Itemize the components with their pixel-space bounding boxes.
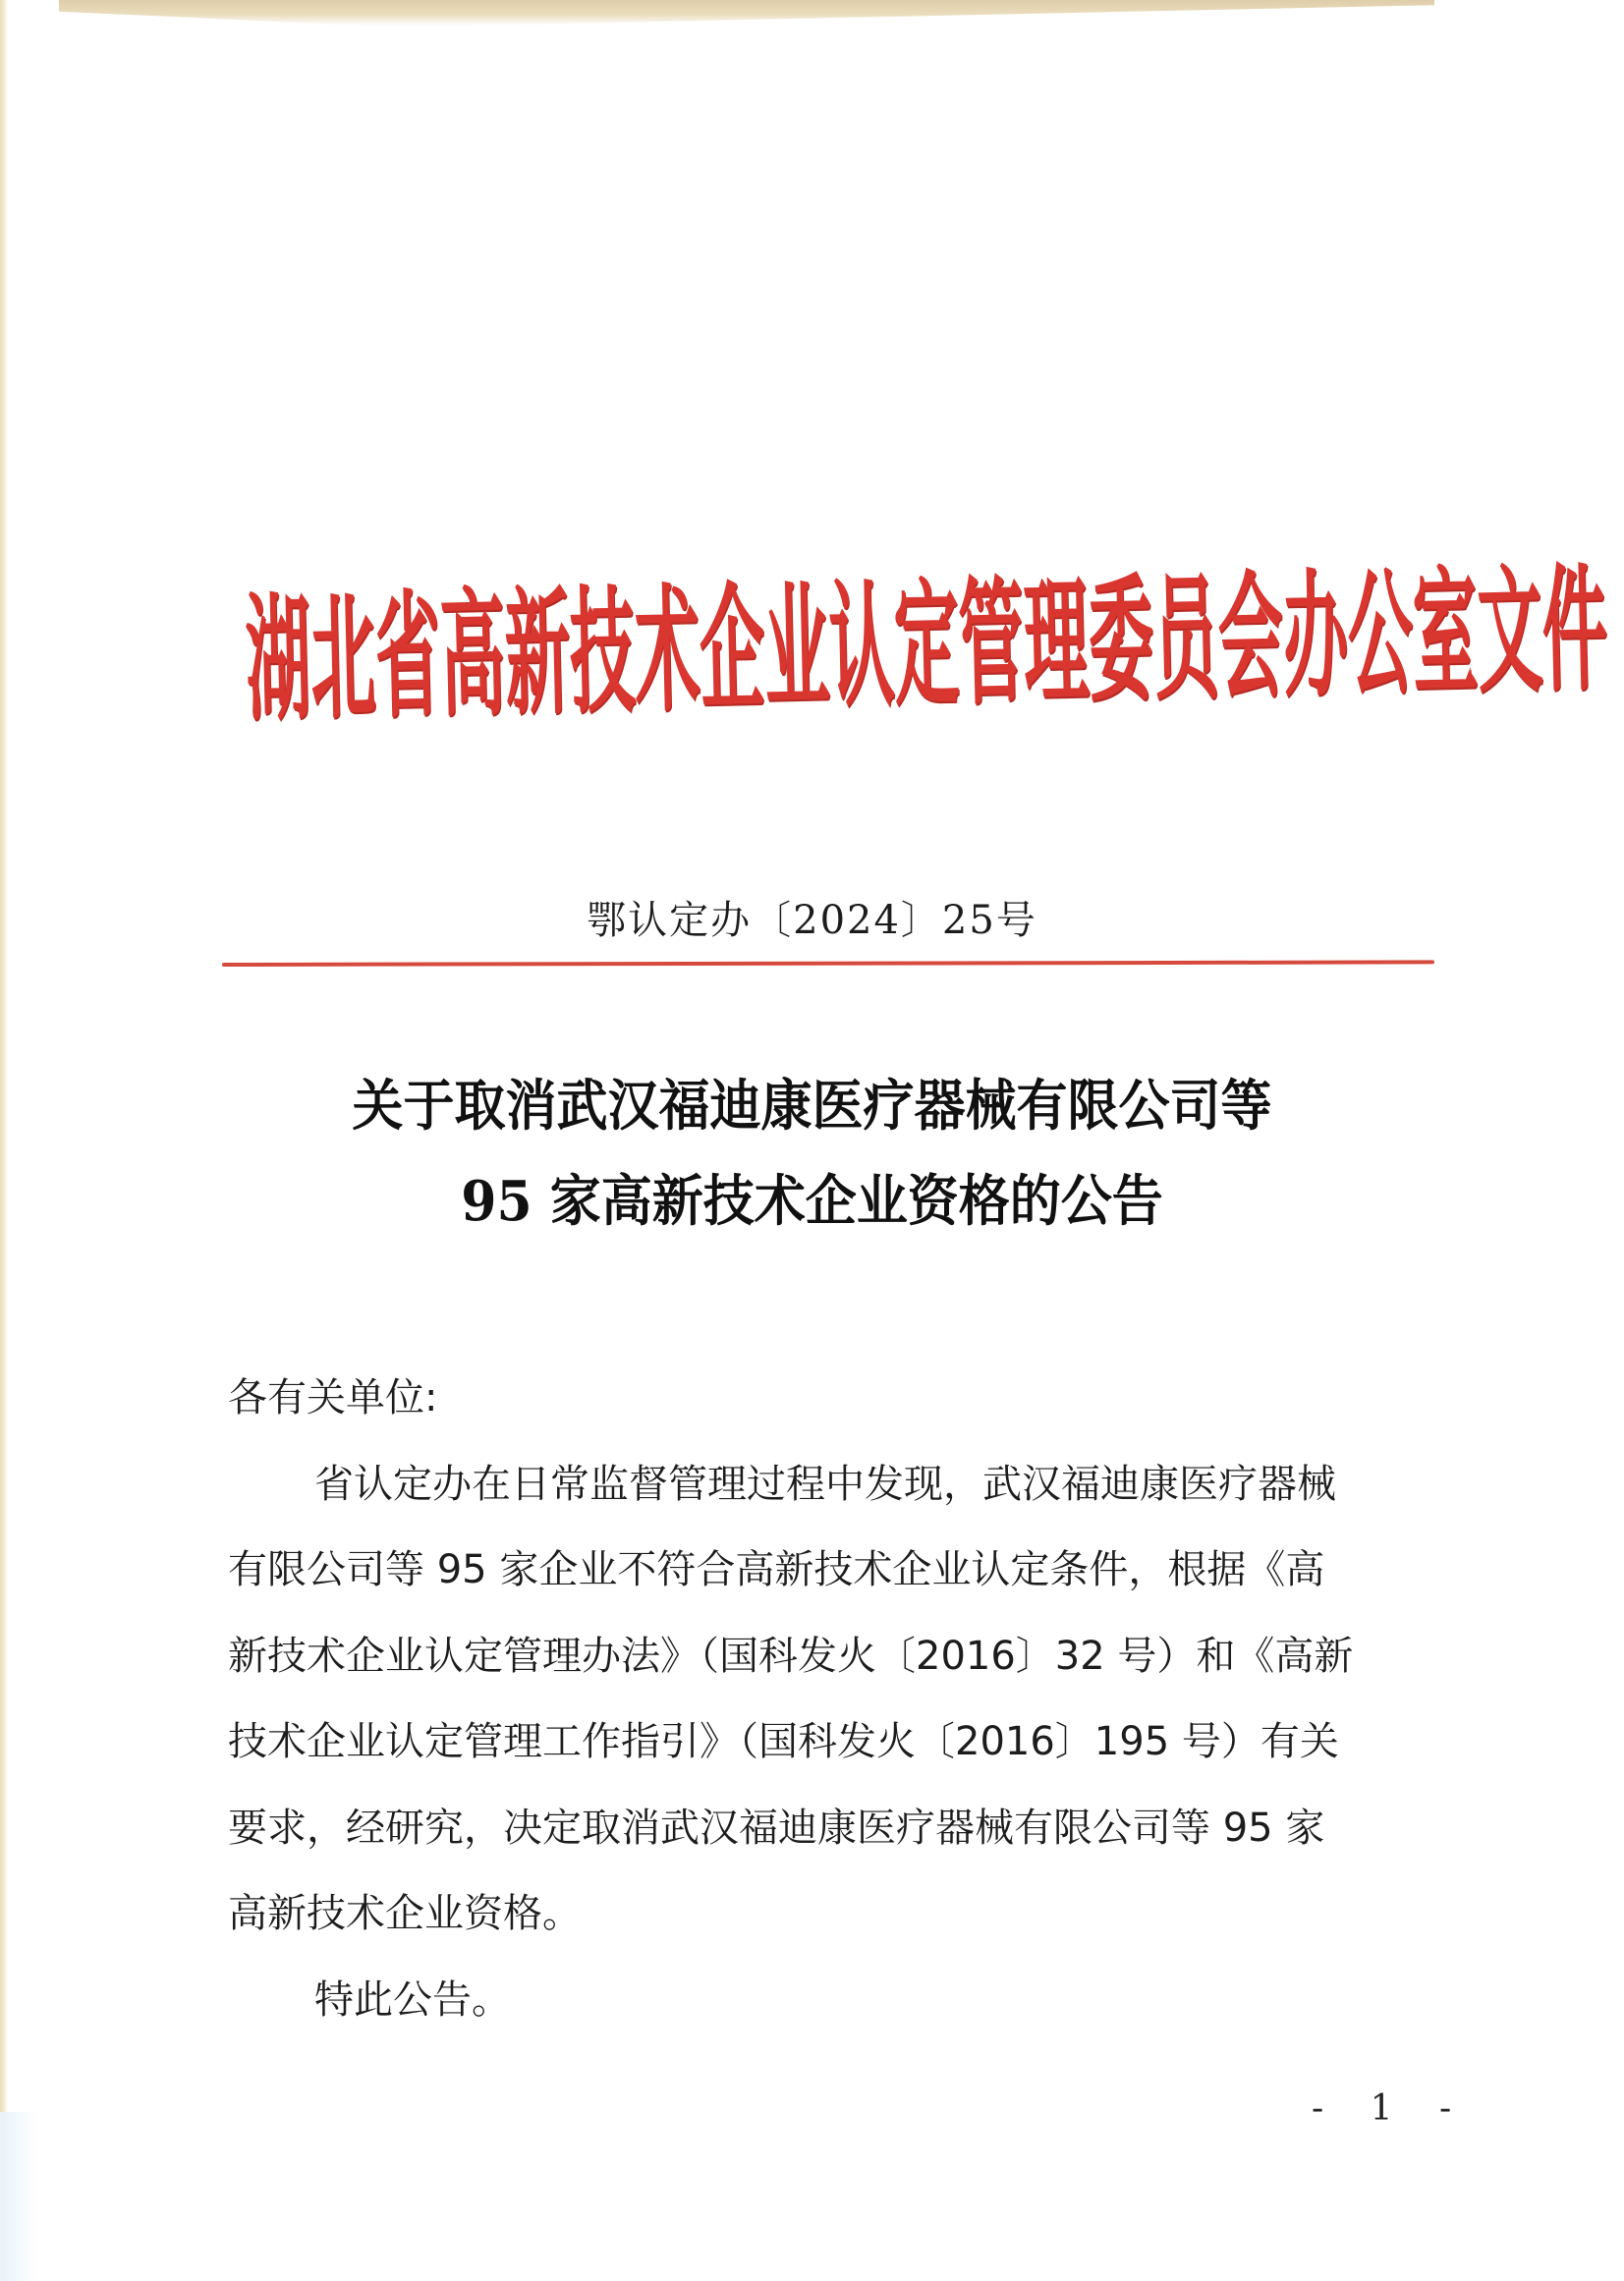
- document-body: [228, 1356, 1436, 2043]
- masthead-char: 文: [1475, 551, 1544, 713]
- masthead-char: 企: [698, 569, 766, 731]
- scan-edge-artifact-top: [59, 0, 1434, 26]
- document-number: 鄂认定办〔2024〕25号: [587, 898, 1037, 943]
- body-line: 省认定办在日常监督管理过程中发现，武汉福迪康医疗器械: [314, 1461, 1336, 1507]
- masthead-char: 管: [957, 563, 1026, 725]
- masthead-char: 术: [633, 571, 701, 732]
- red-masthead-header: [244, 536, 1609, 759]
- masthead-char: 认: [827, 566, 896, 728]
- body-line: 有限公司等 95 家企业不符合高新技术企业认定条件，根据《高: [228, 1547, 1325, 1592]
- masthead-char: 员: [1151, 559, 1220, 720]
- body-line: 要求，经研究，决定取消武汉福迪康医疗器械有限公司等 95 家: [228, 1805, 1325, 1851]
- masthead-char: 理: [1022, 562, 1091, 723]
- masthead-char: 技: [568, 572, 637, 734]
- title-line-1: 关于取消武汉福迪康医疗器械有限公司等: [352, 1073, 1272, 1139]
- scan-shadow-artifact: [0, 2112, 39, 2281]
- closing-statement: 特此公告。: [314, 1976, 511, 2023]
- masthead-char: 高: [438, 575, 507, 737]
- masthead-char: 定: [892, 565, 961, 726]
- body-line: 新技术企业认定管理办法》（国科发火〔2016〕32 号）和《高新: [228, 1633, 1354, 1679]
- masthead-char: 北: [308, 578, 377, 740]
- masthead-char: 办: [1281, 556, 1350, 717]
- red-divider-rule: [222, 960, 1434, 967]
- masthead-char: 业: [762, 568, 831, 729]
- masthead-char: 室: [1410, 553, 1480, 714]
- page-number: - 1 -: [1312, 2088, 1470, 2129]
- masthead-char: 湖: [244, 580, 312, 741]
- salutation: 各有关单位:: [228, 1375, 438, 1420]
- masthead-char: 公: [1346, 554, 1415, 716]
- document-title: [0, 1059, 1624, 1250]
- masthead-char: 委: [1087, 560, 1155, 722]
- masthead-char: 件: [1540, 550, 1609, 711]
- body-line: 高新技术企业资格。: [228, 1891, 582, 1936]
- masthead-char: 省: [373, 577, 442, 738]
- title-line-2: 95 家高新技术企业资格的公告: [461, 1169, 1163, 1234]
- masthead-char: 会: [1216, 557, 1285, 719]
- masthead-char: 新: [503, 574, 572, 735]
- body-line: 技术企业认定管理工作指引》（国科发火〔2016〕195 号）有关: [228, 1719, 1339, 1764]
